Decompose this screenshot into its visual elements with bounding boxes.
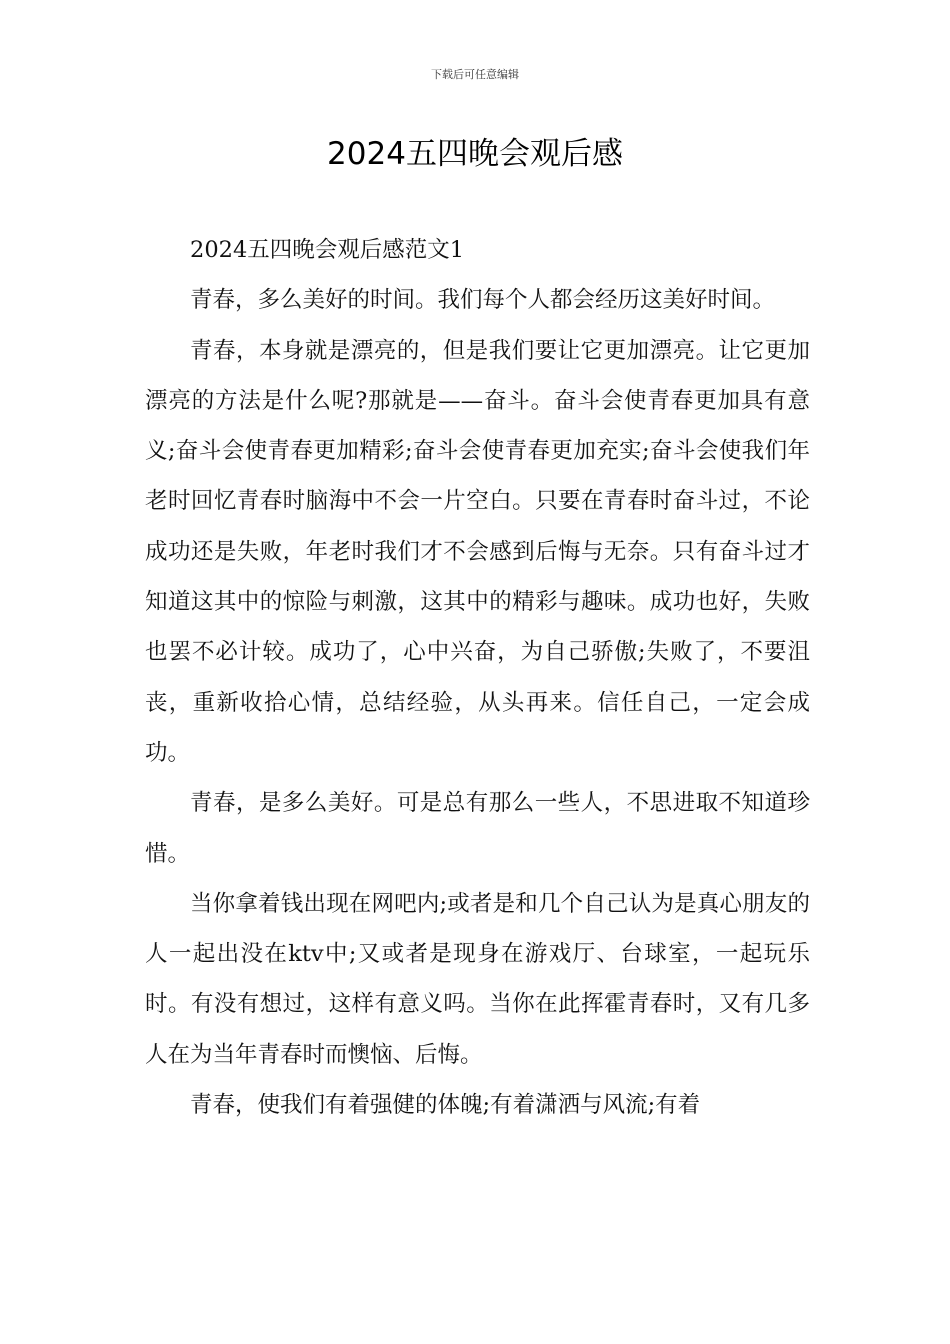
page-title: 2024五四晚会观后感 [327,136,623,172]
body-paragraph: 青春，多么美好的时间。我们每个人都会经历这美好时间。 [190,287,776,314]
body-paragraph: 青春，本身就是漂亮的，但是我们要让它更加漂亮。让它更加漂亮的方法是什么呢?那就是——奋斗。奋斗会使青春更加具有意义;奋斗会使青春更加精彩;奋斗会使青春更加充实;奋斗会使我们年老时回忆青春时脑海中不会一片空白。只要在青春时奋斗过，不论成功还是失败，年老时我们才不会感到后悔与无奈。只有奋斗过才知道这其中的惊险与刺激，这其中的精彩与趣味。成功也好，失败也罢不必计较。成功了，心中兴奋，为自己骄傲;失败了，不要沮丧，重新收拾心情，总结经验，从头再来。信任自己，一定会成功。 [145,337,810,766]
body-paragraph: 当你拿着钱出现在网吧内;或者是和几个自己认为是真心朋友的人一起出没在ktv中;又或者是现身在游戏厅、台球室，一起玩乐时。有没有想过，这样有意义吗。当你在此挥霍青春时，又有几多人在为当年青春时而懊恼、后悔。 [145,890,810,1068]
body-paragraph: 青春，是多么美好。可是总有那么一些人，不思进取不知道珍惜。 [145,790,810,867]
header-note: 下载后可任意编辑 [431,68,519,81]
subtitle-paragraph: 2024五四晚会观后感范文1 [190,237,465,263]
body-paragraph: 青春，使我们有着强健的体魄;有着潇洒与风流;有着 [190,1092,701,1119]
document-body [145,225,810,1130]
